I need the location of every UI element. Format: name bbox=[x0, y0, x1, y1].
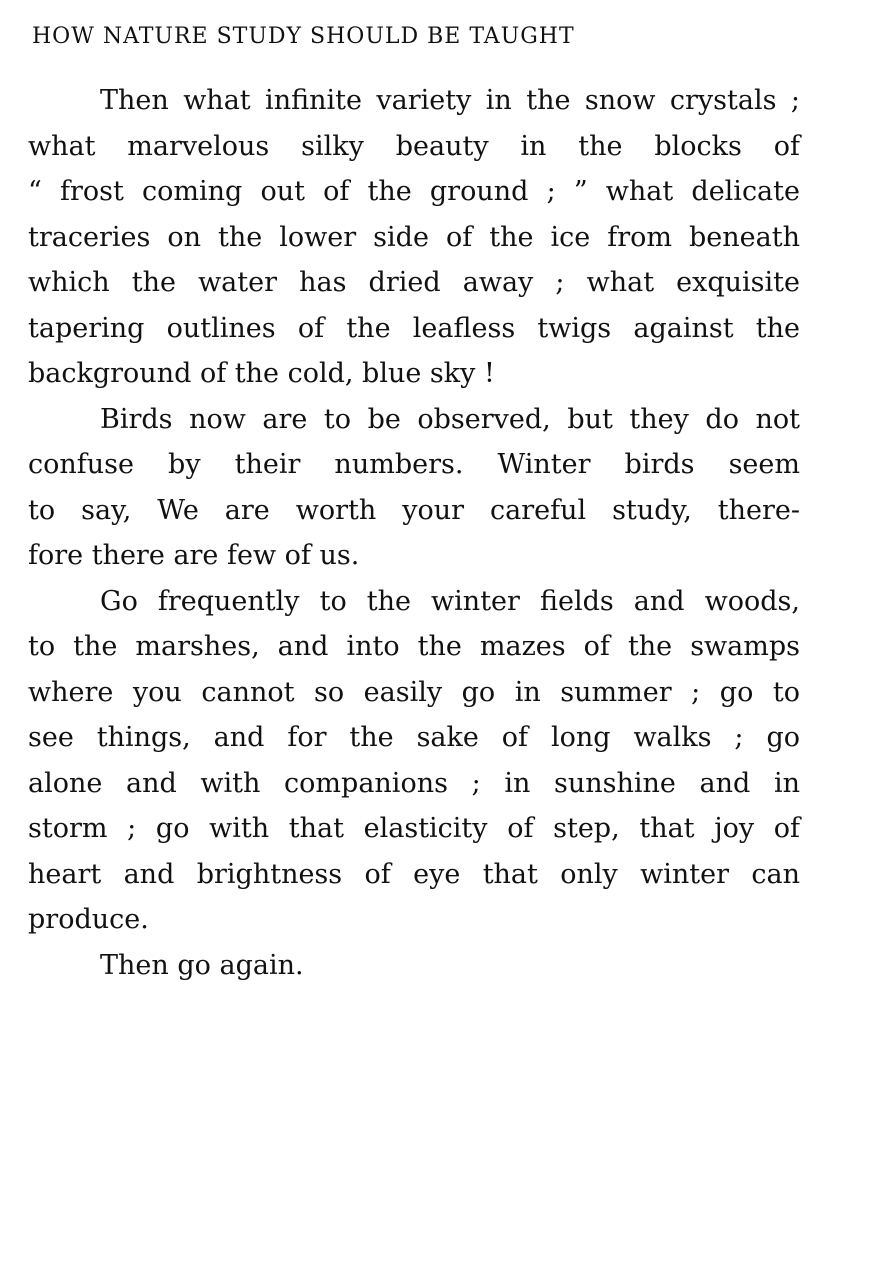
text-line: which the water has dried away ; what exquisite bbox=[28, 267, 800, 298]
text-line: traceries on the lower side of the ice from beneath bbox=[28, 221, 800, 253]
running-head: HOW NATURE STUDY SHOULD BE TAUGHT bbox=[32, 24, 575, 49]
text-line: Go frequently to the winter fields and woods, bbox=[100, 585, 800, 617]
text-line: alone and with companions ; in sunshine and in bbox=[28, 767, 800, 799]
body-text bbox=[28, 78, 800, 988]
text-line: background of the cold, blue sky ! bbox=[28, 358, 495, 389]
text-line: Birds now are to be observed, but they do not bbox=[100, 403, 800, 435]
text-line: Then what infinite variety in the snow crystals ; bbox=[100, 85, 800, 116]
text-line: where you cannot so easily go in summer ; go to bbox=[28, 676, 800, 708]
text-line: see things, and for the sake of long walks ; go bbox=[28, 722, 800, 753]
text-line: confuse by their numbers. Winter birds seem bbox=[28, 449, 800, 480]
text-line: what marvelous silky beauty in the blocks of bbox=[28, 130, 800, 162]
text-line: tapering outlines of the leafless twigs against the bbox=[28, 312, 800, 344]
paragraph-2 bbox=[28, 397, 800, 579]
text-line: storm ; go with that elasticity of step, that joy of bbox=[28, 813, 800, 844]
text-line: fore there are few of us. bbox=[28, 540, 360, 571]
text-line: heart and brightness of eye that only winter can bbox=[28, 858, 800, 890]
text-line: Then go again. bbox=[100, 949, 304, 981]
text-line: “ frost coming out of the ground ; ” what delicate bbox=[28, 176, 800, 207]
text-line: to the marshes, and into the mazes of the swamps bbox=[28, 631, 800, 662]
text-line: to say, We are worth your careful study, there- bbox=[28, 494, 800, 526]
text-line: produce. bbox=[28, 904, 149, 935]
paragraph-3 bbox=[28, 579, 800, 943]
paragraph-1 bbox=[28, 78, 800, 397]
paragraph-4 bbox=[28, 943, 800, 989]
